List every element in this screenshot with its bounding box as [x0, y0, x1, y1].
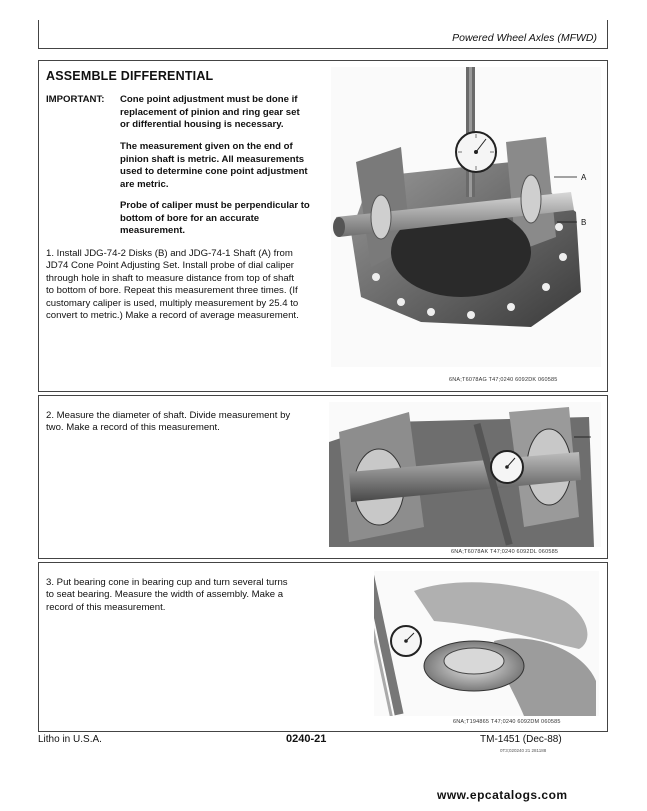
bearing-measure-photo: [374, 571, 599, 716]
caliper-note: [120, 200, 325, 238]
panel-assemble-differential: [38, 60, 608, 392]
page-header-title: Powered Wheel Axles (MFWD): [452, 32, 597, 44]
important-line: replacement of pinion and ring gear set: [120, 106, 300, 118]
panel-step2: [38, 395, 608, 559]
photo3-caption: 6NA;T194865 T47;0240 6092DM 060585: [453, 719, 561, 725]
step3-line: 3. Put bearing cone in bearing cup and turn several turns: [46, 577, 288, 588]
caliper-note-line: bottom of bore for an accurate: [120, 212, 260, 224]
step3-text: [46, 577, 326, 614]
differential-photo: [331, 67, 601, 367]
step2-text: [46, 410, 326, 435]
footer-manual-id: TM-1451 (Dec-88): [480, 734, 562, 745]
important-line: or differential housing is necessary.: [120, 119, 284, 131]
important-text: [120, 94, 325, 132]
step3-line: record of this measurement.: [46, 601, 166, 613]
metric-note-line: pinion shaft is metric. All measurements: [120, 153, 305, 165]
caliper-note-line: Probe of caliper must be perpendicular to: [120, 200, 310, 211]
panel-step3: [38, 562, 608, 732]
step1-text: [46, 248, 326, 322]
footer-litho: Litho in U.S.A.: [38, 734, 102, 745]
step1-line: 1. Install JDG-74-2 Disks (B) and JDG-74-1 Shaft (A) from: [46, 248, 293, 259]
metric-note-line: The measurement given on the end of: [120, 141, 293, 152]
step1-line: through hole in shaft to measure distance from top of shaft: [46, 272, 294, 284]
shaft-measure-photo: [329, 402, 601, 547]
watermark: www.epcatalogs.com: [437, 788, 568, 802]
photo2-caption: 6NA;T6078AK T47;0240 6092DL 060585: [451, 549, 559, 555]
photo1-caption: 6NA;T6078AG T47;0240 6092DK 060585: [449, 377, 558, 383]
caliper-note-line: measurement.: [120, 225, 186, 237]
section-heading: ASSEMBLE DIFFERENTIAL: [46, 69, 214, 83]
step3-line: to seat bearing. Measure the width of assembly. Make a: [46, 589, 284, 601]
page-header-box: [38, 20, 608, 49]
step2-line: 2. Measure the diameter of shaft. Divide measurement by: [46, 410, 291, 421]
footer-page-number: 0240-21: [286, 733, 327, 745]
important-line: Cone point adjustment must be done if: [120, 94, 298, 105]
metric-note-line: used to determine cone point adjustment: [120, 166, 308, 178]
step2-line: two. Make a record of this measurement.: [46, 422, 220, 434]
step1-line: convert to metric.) Make a record of average measurement.: [46, 310, 299, 322]
step1-line: JD74 Cone Point Adjusting Set. Install probe of dial caliper: [46, 260, 294, 272]
metric-note: [120, 141, 325, 191]
footer-code: 0T3;020240 21 281188: [500, 748, 547, 753]
photo-label-b: B: [581, 218, 587, 227]
important-label: IMPORTANT:: [46, 94, 105, 105]
photo-label-a: A: [581, 173, 587, 182]
step1-line: customary caliper is used, multiply measurement by 25.4 to: [46, 297, 299, 309]
step1-line: to bottom of bore. Repeat this measurement three times. (If: [46, 285, 298, 297]
metric-note-line: are metric.: [120, 178, 169, 190]
